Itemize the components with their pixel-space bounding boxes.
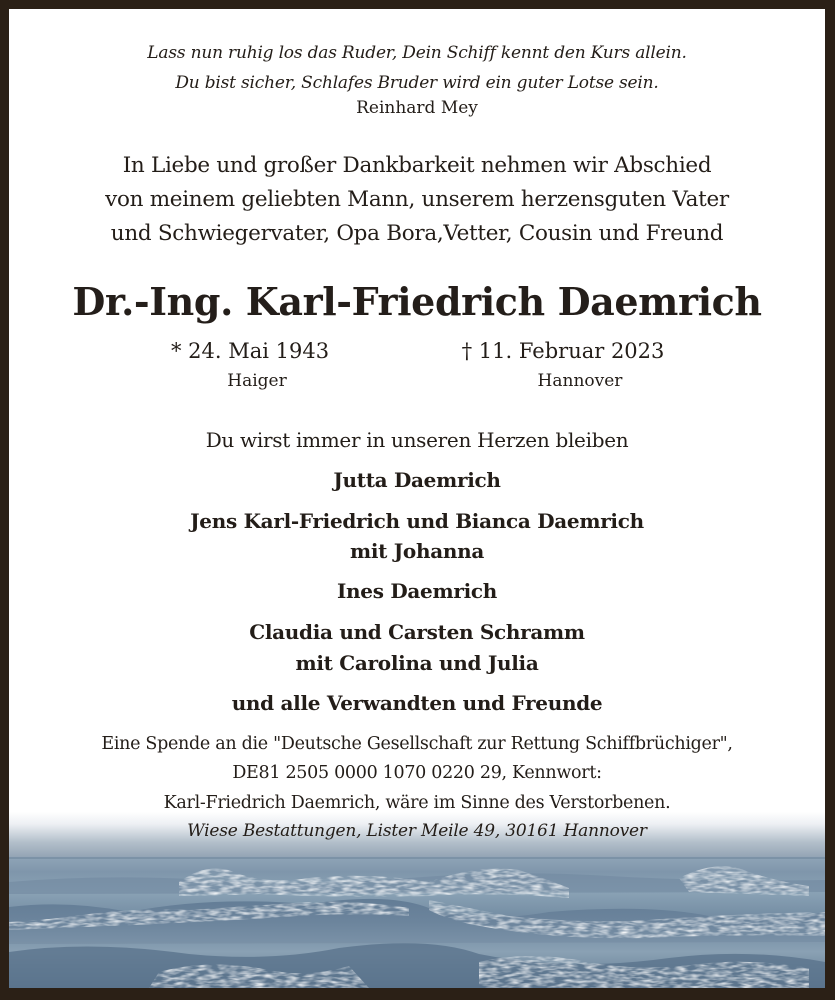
mourner-line: mit Carolina und Julia xyxy=(295,651,539,675)
obituary-notice xyxy=(9,9,825,988)
mourner-line: Ines Daemrich xyxy=(337,579,497,603)
mourner-line: Claudia und Carsten Schramm xyxy=(249,620,585,644)
funeral-home: Wiese Bestattungen, Lister Meile 49, 30161 Hannover xyxy=(187,821,647,841)
mourner-line: Jutta Daemrich xyxy=(333,468,501,492)
donation-line-3: Karl-Friedrich Daemrich, wäre im Sinne des Verstorbenen. xyxy=(163,793,671,813)
mourner-line: Jens Karl-Friedrich und Bianca Daemrich xyxy=(190,509,644,533)
birth-place: Haiger xyxy=(227,371,287,391)
intro-line-3: und Schwiegervater, Opa Bora,Vetter, Cousin und Freund xyxy=(110,221,724,246)
mourner-line: mit Johanna xyxy=(349,539,484,563)
intro-line-1: In Liebe und großer Dankbarkeit nehmen wir Abschied xyxy=(122,153,712,178)
death-place: Hannover xyxy=(537,371,623,391)
mourner-line: und alle Verwandten und Freunde xyxy=(231,691,603,715)
quote-line-1: Lass nun ruhig los das Ruder, Dein Schiff kennt den Kurs allein. xyxy=(147,43,687,63)
donation-line-2: DE81 2505 0000 1070 0220 29, Kennwort: xyxy=(232,763,602,783)
donation-line-1: Eine Spende an die "Deutsche Gesellschaft zur Rettung Schiffbrüchiger", xyxy=(101,734,733,754)
quote-author: Reinhard Mey xyxy=(356,98,478,118)
birth-date: * 24. Mai 1943 xyxy=(170,339,330,363)
death-date: † 11. Februar 2023 xyxy=(461,339,665,363)
farewell-line: Du wirst immer in unseren Herzen bleiben xyxy=(205,428,629,452)
deceased-name: Dr.-Ing. Karl-Friedrich Daemrich xyxy=(72,279,762,324)
quote-line-2: Du bist sicher, Schlafes Bruder wird ein guter Lotse sein. xyxy=(175,73,659,93)
intro-line-2: von meinem geliebten Mann, unserem herzensguten Vater xyxy=(105,187,729,212)
